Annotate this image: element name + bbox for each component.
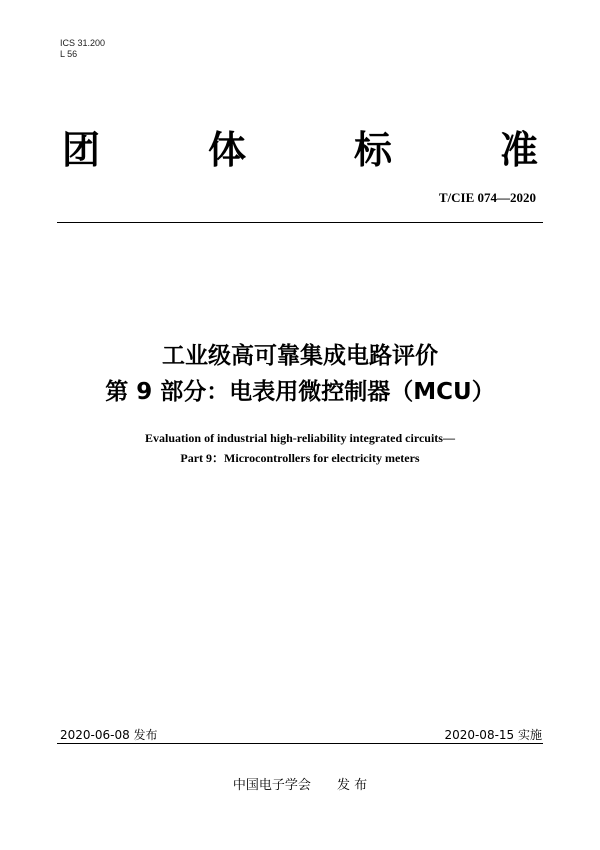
issue-label: 发 布 [336,778,368,793]
english-title [0,428,600,468]
title-char-4: 准 [499,128,538,172]
chinese-title [0,338,600,410]
standard-number: T/CIE 074—2020 [438,190,536,205]
footer-divider [57,743,543,744]
issuer-line [0,774,600,793]
chinese-title-line-2: 第 9 部分：电表用微控制器（MCU） [105,379,495,405]
issuer-name: 中国电子学会 [232,778,311,793]
classification-codes [60,38,105,60]
title-char-1: 团 [62,128,101,172]
publish-date: 2020-06-08 发布 [60,728,158,742]
implement-date: 2020-08-15 实施 [444,728,542,742]
english-title-line-2: Part 9：Microcontrollers for electricity meters [180,451,420,465]
chinese-title-line-1: 工业级高可靠集成电路评价 [162,343,438,369]
title-char-2: 体 [207,128,246,172]
english-title-line-1: Evaluation of industrial high-reliability integrated circuits— [145,431,455,445]
ccs-code: L 56 [60,49,78,59]
document-type-title [62,128,538,172]
ics-code: ICS 31.200 [60,38,106,48]
title-char-3: 标 [353,128,392,172]
header-divider [57,222,543,223]
